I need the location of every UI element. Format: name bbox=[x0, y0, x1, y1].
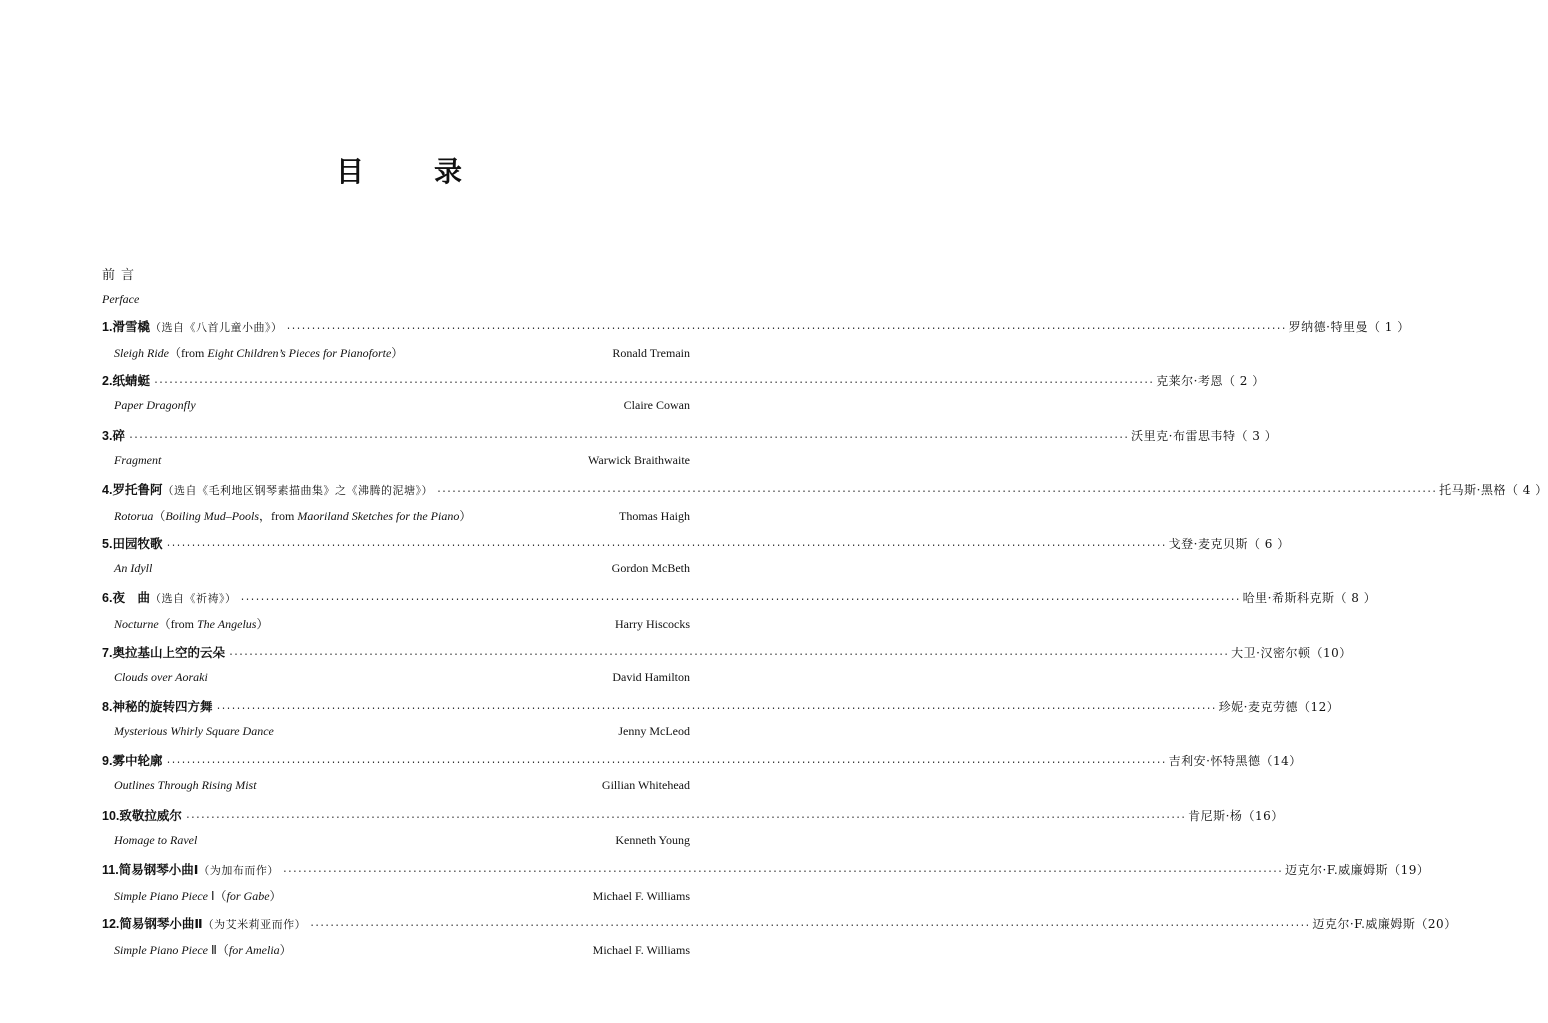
toc-entry-zh-line[interactable] bbox=[102, 317, 1410, 344]
toc-entry-zh-line[interactable] bbox=[102, 697, 1340, 724]
entry-title-en bbox=[114, 778, 257, 793]
page-number: （10） bbox=[1310, 645, 1352, 660]
toc-entry[interactable] bbox=[102, 480, 1548, 534]
entry-number: 12. bbox=[102, 917, 120, 932]
toc-entry[interactable] bbox=[102, 697, 1340, 751]
entry-number: 8. bbox=[102, 700, 113, 715]
title-en-part: （ bbox=[214, 888, 227, 903]
entry-composer-en: Thomas Haigh bbox=[619, 508, 690, 523]
title-en-part: Simple Piano Piece bbox=[114, 888, 211, 903]
toc-entry-en-line[interactable] bbox=[102, 561, 722, 588]
entry-title-en bbox=[114, 507, 471, 524]
entry-title-en bbox=[114, 887, 282, 904]
dot-leader: ········································································································································································································ bbox=[227, 649, 1229, 661]
title-en-part: Simple Piano Piece bbox=[114, 943, 211, 958]
entry-title-zh: 简易钢琴小曲Ⅰ bbox=[118, 861, 199, 877]
entry-title-en bbox=[114, 833, 197, 848]
title-en-part: ） bbox=[391, 346, 404, 360]
title-en-part: Clouds over Aoraki bbox=[114, 669, 208, 684]
title-en-part: Boiling Mud–Pools bbox=[165, 508, 260, 523]
entry-composer-zh bbox=[1219, 698, 1340, 715]
entry-number: 9. bbox=[102, 754, 113, 769]
toc-entry-en-line[interactable] bbox=[102, 670, 722, 697]
toc-entry-zh-line[interactable] bbox=[102, 371, 1265, 398]
toc-entry[interactable] bbox=[102, 371, 1265, 425]
entry-number: 1. bbox=[102, 320, 113, 334]
title-en-part: ） bbox=[279, 943, 292, 958]
dot-leader: ········································································································································································································ bbox=[285, 324, 1286, 335]
toc-entry[interactable] bbox=[102, 914, 1457, 968]
entry-composer-zh bbox=[1312, 915, 1456, 932]
entry-number: 10. bbox=[102, 808, 120, 823]
page-number: （ 2 ） bbox=[1222, 374, 1265, 389]
preface-heading-zh[interactable]: 前言 bbox=[102, 268, 141, 283]
toc-entry[interactable] bbox=[102, 426, 1278, 480]
page-number: （19） bbox=[1388, 862, 1430, 877]
page-number: （16） bbox=[1242, 808, 1284, 823]
entry-title-zh: 奥拉基山上空的云朵 bbox=[112, 644, 225, 660]
toc-entry[interactable] bbox=[102, 643, 1352, 697]
title-en-part: Ⅰ bbox=[210, 888, 215, 903]
toc-entry-en-line[interactable] bbox=[102, 344, 722, 371]
composer-name-zh: 迈克尔·F.威廉姆斯 bbox=[1285, 862, 1389, 877]
composer-name-zh: 哈里·希斯科克斯 bbox=[1242, 591, 1335, 606]
title-en-part: ） bbox=[256, 617, 269, 632]
title-en-part: （ bbox=[153, 508, 166, 523]
entry-composer-zh bbox=[1439, 481, 1548, 498]
entry-number: 7. bbox=[102, 645, 113, 660]
page-number: （ 3 ） bbox=[1235, 428, 1278, 443]
title-en-part: ，from bbox=[259, 508, 298, 523]
composer-name-zh: 肯尼斯·杨 bbox=[1188, 808, 1243, 823]
title-en-part: Fragment bbox=[114, 452, 162, 467]
entry-title-zh: 致敬拉威尔 bbox=[119, 807, 182, 823]
entry-composer-en: David Hamilton bbox=[612, 669, 690, 684]
entry-title-en bbox=[114, 344, 403, 361]
toc-entry[interactable] bbox=[102, 751, 1302, 805]
title-en-part: The Angelus bbox=[197, 617, 257, 632]
page-number: （ 4 ） bbox=[1505, 482, 1548, 497]
composer-name-zh: 托马斯·黑格 bbox=[1439, 482, 1506, 497]
page-number: （12） bbox=[1297, 700, 1340, 715]
entry-composer-zh bbox=[1156, 372, 1265, 389]
entry-title-zh: 碎 bbox=[112, 427, 125, 443]
toc-entry-zh-line[interactable] bbox=[102, 806, 1284, 833]
title-en-part: An Idyll bbox=[114, 561, 153, 576]
toc-entry-en-line[interactable] bbox=[102, 507, 722, 534]
title-en-part: for Gabe bbox=[226, 888, 270, 903]
title-char-1: 目 bbox=[335, 155, 366, 188]
toc-entry-zh-line[interactable] bbox=[102, 860, 1430, 887]
toc-entry-zh-line[interactable] bbox=[102, 426, 1278, 453]
entry-number: 4. bbox=[102, 482, 113, 497]
title-en-part: for Amelia bbox=[228, 943, 280, 958]
entry-title-en bbox=[114, 561, 152, 576]
entry-composer-zh bbox=[1289, 318, 1410, 335]
title-en-part: Outlines Through Rising Mist bbox=[114, 778, 257, 793]
entry-title-zh: 罗托鲁阿 bbox=[112, 481, 163, 497]
entry-composer-en: Harry Hiscocks bbox=[615, 617, 690, 632]
entry-number: 3. bbox=[102, 428, 113, 443]
dot-leader: ········································································································································································································ bbox=[215, 704, 1216, 716]
entry-composer-en: Michael F. Williams bbox=[592, 888, 690, 903]
page-number: （20） bbox=[1415, 917, 1457, 932]
entry-composer-zh bbox=[1169, 535, 1290, 552]
dot-leader: ········································································································································································································ bbox=[165, 541, 1166, 553]
toc-entry-zh-line[interactable] bbox=[102, 588, 1377, 615]
entry-composer-en: Michael F. Williams bbox=[592, 943, 690, 958]
entry-title-zh: 滑雪橇 bbox=[112, 319, 150, 334]
entry-title-zh: 神秘的旋转四方舞 bbox=[112, 699, 213, 715]
toc-entry-en-line[interactable] bbox=[102, 453, 722, 480]
toc-entry-en-line[interactable] bbox=[102, 887, 722, 914]
composer-name-zh: 沃里克·布雷思韦特 bbox=[1131, 428, 1236, 443]
composer-name-zh: 克莱尔·考恩 bbox=[1156, 374, 1223, 389]
entry-source-zh: （选自《八首儿童小曲》） bbox=[149, 321, 283, 334]
entry-source-zh: （为艾米莉亚而作） bbox=[202, 918, 307, 932]
toc-entry[interactable] bbox=[102, 317, 1410, 371]
entry-composer-en: Gillian Whitehead bbox=[601, 778, 690, 793]
entry-number: 11. bbox=[102, 862, 119, 877]
dot-leader: ········································································································································································································ bbox=[435, 486, 1437, 498]
toc-entry-zh-line[interactable] bbox=[102, 914, 1457, 941]
toc-entry-en-line[interactable] bbox=[102, 398, 722, 425]
entry-title-zh: 简易钢琴小曲Ⅱ bbox=[119, 916, 203, 932]
entry-title-zh: 雾中轮廓 bbox=[112, 753, 163, 769]
toc-entry-en-line[interactable] bbox=[102, 724, 722, 751]
entry-composer-zh bbox=[1285, 861, 1429, 878]
entry-number: 6. bbox=[102, 591, 113, 606]
dot-leader: ········································································································································································································ bbox=[239, 595, 1240, 607]
title-en-part: Paper Dragonfly bbox=[114, 398, 196, 413]
entry-composer-en: Gordon McBeth bbox=[611, 561, 690, 576]
title-en-part: Maoriland Sketches for the Piano bbox=[297, 508, 460, 523]
preface-heading-en[interactable]: Perface bbox=[102, 292, 140, 306]
toc-entry-en-line[interactable] bbox=[102, 615, 722, 642]
dot-leader: ········································································································································································································ bbox=[165, 758, 1166, 770]
composer-name-zh: 戈登·麦克贝斯 bbox=[1168, 537, 1248, 552]
entry-composer-en: Jenny McLeod bbox=[618, 724, 690, 739]
entry-title-en bbox=[114, 941, 292, 958]
page-number: （ 8 ） bbox=[1334, 591, 1377, 606]
dot-leader: ········································································································································································································ bbox=[309, 921, 1310, 933]
entry-title-en bbox=[114, 724, 274, 739]
entry-composer-zh bbox=[1243, 589, 1377, 606]
entry-title-zh: 夜 曲 bbox=[112, 590, 150, 606]
entry-composer-en: Warwick Braithwaite bbox=[588, 452, 690, 467]
title-en-part: Sleigh Ride bbox=[114, 346, 169, 360]
title-en-part: Ⅱ bbox=[210, 943, 217, 958]
composer-name-zh: 吉利安·怀特黑德 bbox=[1168, 754, 1261, 769]
entry-source-zh: （选自《祈祷》） bbox=[149, 592, 237, 606]
entry-title-en bbox=[114, 670, 208, 685]
title-en-part: Nocturne bbox=[114, 617, 159, 632]
toc-entry-en-line[interactable] bbox=[102, 778, 722, 805]
composer-name-zh: 罗纳德·特里曼 bbox=[1288, 320, 1368, 334]
title-en-part: Eight Children’s Pieces for Pianoforte bbox=[207, 346, 392, 360]
title-char-2: 录 bbox=[434, 155, 465, 188]
dot-leader: ········································································································································································································ bbox=[127, 432, 1129, 444]
entry-title-en bbox=[114, 453, 161, 468]
toc-entry-zh-line[interactable] bbox=[102, 534, 1290, 561]
entry-composer-zh bbox=[1131, 427, 1277, 444]
composer-name-zh: 大卫·汉密尔顿 bbox=[1231, 645, 1311, 660]
page-number: （14） bbox=[1260, 754, 1302, 769]
entry-number: 2. bbox=[102, 374, 113, 389]
entry-composer-en: Ronald Tremain bbox=[612, 346, 690, 360]
title-en-part: ） bbox=[459, 508, 472, 523]
title-en-part: ） bbox=[269, 888, 282, 903]
entry-title-zh: 纸蜻蜓 bbox=[112, 373, 150, 389]
title-en-part: Homage to Ravel bbox=[114, 832, 198, 847]
composer-name-zh: 迈克尔·F.威廉姆斯 bbox=[1312, 917, 1416, 932]
page-title bbox=[0, 150, 800, 190]
toc-entry[interactable] bbox=[102, 534, 1290, 588]
toc-entry[interactable] bbox=[102, 860, 1430, 914]
dot-leader: ········································································································································································································ bbox=[281, 866, 1283, 878]
entry-number: 5. bbox=[102, 537, 113, 552]
dot-leader: ········································································································································································································ bbox=[184, 812, 1186, 824]
title-en-part: （from bbox=[168, 346, 208, 360]
entry-source-zh: （选自《毛利地区钢琴素描曲集》之《沸腾的泥塘》） bbox=[162, 483, 433, 497]
page-number: （ 6 ） bbox=[1247, 537, 1290, 552]
toc-entry-en-line[interactable] bbox=[102, 833, 722, 860]
dot-leader: ········································································································································································································ bbox=[152, 378, 1154, 390]
title-en-part: Rotorua bbox=[114, 508, 154, 523]
title-en-part: Mysterious Whirly Square Dance bbox=[114, 724, 274, 739]
toc-entry[interactable] bbox=[102, 588, 1377, 642]
composer-name-zh: 珍妮·麦克劳德 bbox=[1218, 700, 1298, 715]
toc-entry-en-line[interactable] bbox=[102, 941, 722, 968]
toc-entry-zh-line[interactable] bbox=[102, 751, 1302, 778]
entry-composer-en: Claire Cowan bbox=[623, 398, 690, 413]
entry-composer-zh bbox=[1231, 644, 1352, 661]
title-en-part: （from bbox=[158, 617, 197, 632]
title-en-part: （ bbox=[216, 943, 229, 958]
entry-composer-zh bbox=[1169, 752, 1302, 769]
entry-source-zh: （为加布而作） bbox=[198, 863, 279, 877]
page-number: （ 1 ） bbox=[1367, 320, 1410, 334]
toc-entry[interactable] bbox=[102, 806, 1284, 860]
entry-title-en bbox=[114, 615, 268, 632]
toc-entry-zh-line[interactable] bbox=[102, 643, 1352, 670]
toc-entries bbox=[102, 317, 1548, 969]
entry-title-en bbox=[114, 398, 196, 413]
toc-entry-zh-line[interactable] bbox=[102, 480, 1548, 507]
entry-composer-en: Kenneth Young bbox=[615, 832, 690, 847]
entry-composer-zh bbox=[1188, 807, 1284, 824]
entry-title-zh: 田园牧歌 bbox=[112, 536, 163, 552]
